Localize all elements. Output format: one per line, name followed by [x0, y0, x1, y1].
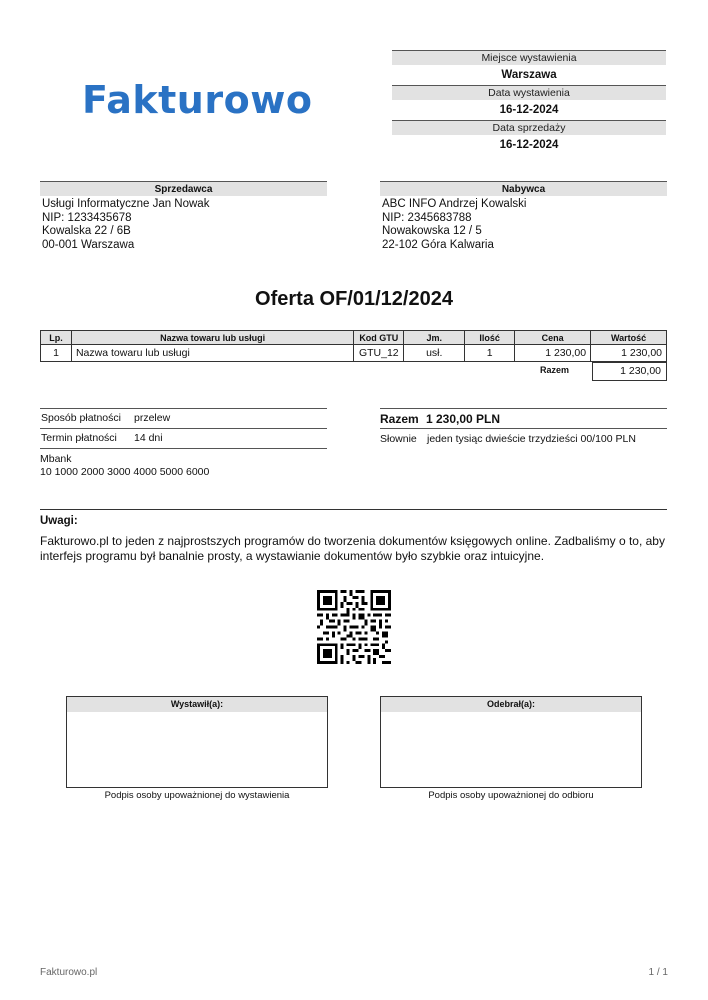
buyer-city: 22-102 Góra Kalwaria — [382, 239, 494, 252]
summary-words-label: Słownie — [380, 433, 417, 445]
receiver-signature-heading: Odebrał(a): — [381, 697, 641, 712]
seller-heading: Sprzedawca — [40, 181, 327, 196]
col-price: Cena — [515, 331, 591, 345]
document-title: Oferta OF/01/12/2024 — [255, 288, 453, 310]
cell-qty: 1 — [465, 345, 515, 362]
seller-city: 00-001 Warszawa — [42, 239, 135, 252]
buyer-block — [380, 181, 667, 253]
cell-gtu: GTU_12 — [354, 345, 404, 362]
payment-method-label: Sposób płatności — [41, 412, 121, 424]
buyer-nip: NIP: 2345683788 — [382, 211, 472, 224]
summary-words-value: jeden tysiąc dwieście trzydzieści 00/100 PLN — [427, 433, 636, 445]
cell-price: 1 230,00 — [515, 345, 591, 362]
bank-name: Mbank — [40, 453, 72, 465]
payment-block — [40, 408, 327, 479]
col-name: Nazwa towaru lub usługi — [71, 331, 353, 345]
payment-term-label: Termin płatności — [41, 432, 117, 444]
summary-total-row — [380, 408, 667, 428]
cell-value: 1 230,00 — [591, 345, 667, 362]
document-meta — [392, 50, 666, 155]
cell-name: Nazwa towaru lub usługi — [71, 345, 353, 362]
footer-page-number: 1 / 1 — [648, 967, 668, 978]
receiver-signature-box — [380, 696, 642, 801]
buyer-name: ABC INFO Andrzej Kowalski — [382, 198, 527, 210]
sale-date-label: Data sprzedaży — [392, 120, 666, 135]
issuer-signature-caption: Podpis osoby upoważnionej do wystawienia — [104, 790, 290, 801]
items-table — [40, 330, 667, 362]
payment-method-row — [40, 408, 327, 428]
notes-title: Uwagi: — [40, 515, 78, 527]
table-row — [41, 345, 667, 362]
summary-total-value: 1 230,00 PLN — [426, 412, 501, 426]
seller-street: Kowalska 22 / 6B — [42, 225, 131, 238]
col-lp: Lp. — [41, 331, 72, 345]
bank-info — [40, 448, 327, 479]
place-value: Warszawa — [501, 69, 557, 81]
brand-logo: Fakturowo — [82, 78, 313, 122]
col-gtu: Kod GTU — [354, 331, 404, 345]
cell-lp: 1 — [41, 345, 72, 362]
payment-term-row — [40, 428, 327, 448]
sale-date-value: 16-12-2024 — [499, 139, 559, 151]
footer-site: Fakturowo.pl — [40, 967, 98, 978]
receiver-signature-caption: Podpis osoby upoważnionej do odbioru — [428, 790, 594, 801]
issuer-signature-box — [66, 696, 328, 801]
issue-date-value: 16-12-2024 — [499, 104, 559, 116]
payment-method-value: przelew — [134, 412, 171, 424]
table-header-row — [41, 331, 667, 345]
receiver-signature-frame — [380, 696, 642, 788]
payment-term-value: 14 dni — [134, 432, 163, 444]
bank-account: 10 1000 2000 3000 4000 5000 6000 — [40, 466, 210, 478]
place-label: Miejsce wystawienia — [392, 50, 666, 65]
summary-words-row — [380, 428, 667, 449]
items-total-value: 1 230,00 — [592, 362, 667, 381]
seller-nip: NIP: 1233435678 — [42, 211, 132, 224]
notes-block — [40, 509, 667, 564]
cell-unit: usł. — [404, 345, 465, 362]
summary-total-label: Razem — [380, 412, 419, 426]
col-qty: Ilość — [465, 331, 515, 345]
summary-block — [380, 408, 667, 449]
issuer-signature-frame — [66, 696, 328, 788]
col-unit: Jm. — [404, 331, 465, 345]
buyer-heading: Nabywca — [380, 181, 667, 196]
qr-code-icon — [317, 590, 391, 664]
seller-block — [40, 181, 327, 253]
items-total-label: Razem — [540, 365, 570, 375]
notes-text: Fakturowo.pl to jeden z najprostszych programów do tworzenia dokumentów księgowych online. Zadbaliśmy o to, aby interfejs programu był banalnie prosty, a wystawianie dokumentów było szybkie oraz intuicyjne. — [40, 534, 665, 563]
seller-name: Usługi Informatyczne Jan Nowak — [42, 198, 210, 210]
issuer-signature-heading: Wystawił(a): — [67, 697, 327, 712]
col-value: Wartość — [591, 331, 667, 345]
buyer-street: Nowakowska 12 / 5 — [382, 225, 482, 238]
issue-date-label: Data wystawienia — [392, 85, 666, 100]
